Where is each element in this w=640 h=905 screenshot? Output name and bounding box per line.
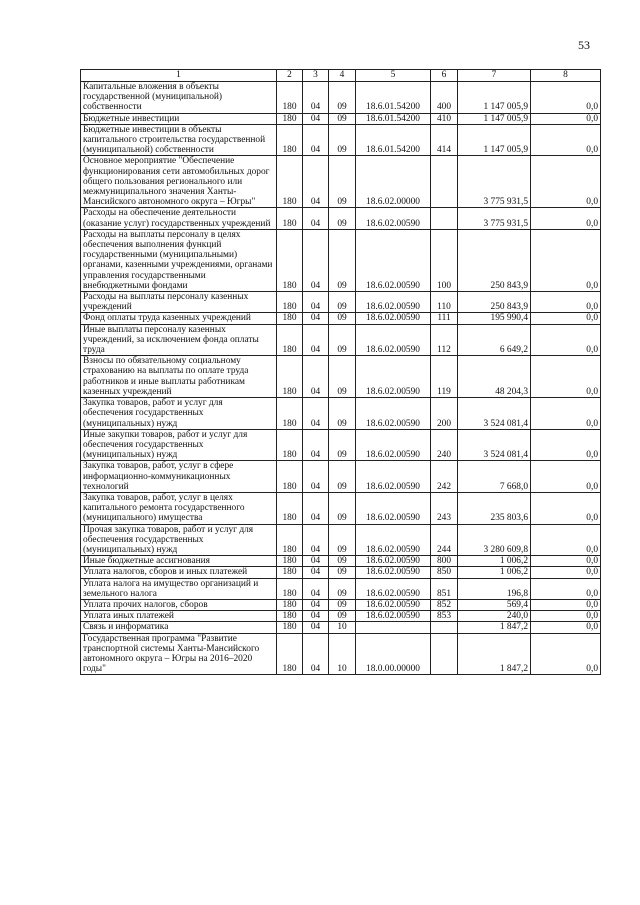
cell-amount: 240,0 [458,611,531,622]
cell-subsection: 09 [329,556,356,567]
cell-name: Фонд оплаты труда казенных учреждений [81,313,277,324]
cell-expense-type: 112 [431,324,458,356]
cell-amount-secondary: 0,0 [531,313,601,324]
cell-section: 04 [303,461,329,493]
cell-subsection: 09 [329,313,356,324]
table-row [81,208,601,229]
cell-ministry: 180 [277,208,303,229]
cell-name: Расходы на обеспечение деятельности (оказание услуг) государственных учреждений [81,208,277,229]
cell-amount: 1 006,2 [458,567,531,578]
cell-amount-secondary: 0,0 [531,492,601,524]
cell-amount: 250 843,9 [458,292,531,313]
cell-target-article: 18.6.02.00590 [356,398,431,430]
cell-section: 04 [303,156,329,208]
cell-expense-type: 244 [431,524,458,556]
cell-amount: 250 843,9 [458,229,531,291]
cell-section: 04 [303,292,329,313]
cell-ministry: 180 [277,429,303,461]
cell-name: Прочая закупка товаров, работ и услуг для обеспечения государственных (муниципальных) нужд [81,524,277,556]
cell-amount: 1 147 005,9 [458,113,531,124]
cell-target-article: 18.6.02.00000 [356,156,431,208]
cell-subsection: 10 [329,622,356,633]
cell-name: Закупка товаров, работ, услуг в сфере информационно-коммуникационных технологий [81,461,277,493]
cell-ministry: 180 [277,492,303,524]
table-row [81,578,601,599]
cell-target-article: 18.6.02.00590 [356,229,431,291]
table-row [81,599,601,610]
page-number: 53 [578,38,590,52]
cell-expense-type: 800 [431,556,458,567]
cell-subsection: 09 [329,599,356,610]
table-row [81,633,601,675]
cell-expense-type [431,156,458,208]
cell-name: Расходы на выплаты персоналу в целях обеспечения выполнения функций государственными (муниципальными) органами, казенными учреждениями, органами управления государственными внебюджетными фондами [81,229,277,291]
cell-ministry: 180 [277,82,303,114]
table-row [81,124,601,156]
cell-amount: 3 775 931,5 [458,156,531,208]
cell-subsection: 09 [329,82,356,114]
cell-amount-secondary: 0,0 [531,461,601,493]
cell-expense-type: 852 [431,599,458,610]
table-row [81,622,601,633]
cell-ministry: 180 [277,622,303,633]
cell-name: Основное мероприятие "Обеспечение функционирования сети автомобильных дорог общего пользования регионального или межмуниципального значения Ханты-Мансийского автономного округа – Югры" [81,156,277,208]
cell-name: Иные бюджетные ассигнования [81,556,277,567]
cell-section: 04 [303,524,329,556]
cell-amount: 3 524 081,4 [458,429,531,461]
cell-expense-type: 200 [431,398,458,430]
cell-target-article: 18.6.02.00590 [356,556,431,567]
cell-section: 04 [303,82,329,114]
cell-target-article: 18.6.01.54200 [356,82,431,114]
table-row [81,461,601,493]
cell-name: Бюджетные инвестиции [81,113,277,124]
cell-expense-type: 119 [431,356,458,398]
cell-expense-type: 100 [431,229,458,291]
table-row [81,229,601,291]
cell-amount-secondary: 0,0 [531,324,601,356]
cell-name: Связь и информатика [81,622,277,633]
cell-amount: 48 204,3 [458,356,531,398]
cell-target-article: 18.6.02.00590 [356,611,431,622]
cell-ministry: 180 [277,524,303,556]
cell-ministry: 180 [277,611,303,622]
cell-subsection: 09 [329,578,356,599]
cell-amount-secondary: 0,0 [531,633,601,675]
cell-expense-type: 850 [431,567,458,578]
cell-expense-type: 243 [431,492,458,524]
cell-target-article: 18.6.01.54200 [356,113,431,124]
cell-amount-secondary: 0,0 [531,356,601,398]
cell-amount-secondary: 0,0 [531,429,601,461]
header-cell: 3 [303,70,329,82]
cell-ministry: 180 [277,229,303,291]
cell-expense-type: 242 [431,461,458,493]
table-row [81,156,601,208]
cell-ministry: 180 [277,633,303,675]
cell-section: 04 [303,398,329,430]
cell-section: 04 [303,622,329,633]
cell-subsection: 09 [329,461,356,493]
cell-amount: 3 524 081,4 [458,398,531,430]
cell-target-article: 18.0.00.00000 [356,633,431,675]
cell-amount-secondary: 0,0 [531,208,601,229]
header-cell: 5 [356,70,431,82]
cell-name: Закупка товаров, работ, услуг в целях капитального ремонта государственного (муниципального) имущества [81,492,277,524]
cell-name: Уплата налога на имущество организаций и земельного налога [81,578,277,599]
cell-target-article: 18.6.02.00590 [356,492,431,524]
header-cell: 2 [277,70,303,82]
cell-target-article: 18.6.02.00590 [356,524,431,556]
cell-expense-type: 111 [431,313,458,324]
table-row [81,611,601,622]
cell-amount: 569,4 [458,599,531,610]
header-cell: 4 [329,70,356,82]
cell-target-article: 18.6.02.00590 [356,313,431,324]
cell-name: Иные закупки товаров, работ и услуг для обеспечения государственных (муниципальных) нужд [81,429,277,461]
cell-amount: 235 803,6 [458,492,531,524]
cell-subsection: 09 [329,567,356,578]
header-cell: 7 [458,70,531,82]
cell-name: Уплата налогов, сборов и иных платежей [81,567,277,578]
cell-amount-secondary: 0,0 [531,524,601,556]
cell-expense-type: 414 [431,124,458,156]
cell-target-article: 18.6.02.00590 [356,461,431,493]
cell-section: 04 [303,229,329,291]
cell-section: 04 [303,633,329,675]
table-header-row [81,70,601,82]
cell-subsection: 09 [329,124,356,156]
cell-ministry: 180 [277,599,303,610]
cell-amount-secondary: 0,0 [531,567,601,578]
cell-section: 04 [303,324,329,356]
cell-expense-type: 853 [431,611,458,622]
cell-ministry: 180 [277,567,303,578]
cell-subsection: 09 [329,156,356,208]
cell-expense-type: 410 [431,113,458,124]
cell-name: Взносы по обязательному социальному страхованию на выплаты по оплате труда работников и иные выплаты работникам казенных учреждений [81,356,277,398]
cell-subsection: 09 [329,356,356,398]
cell-section: 04 [303,113,329,124]
cell-ministry: 180 [277,156,303,208]
cell-subsection: 09 [329,611,356,622]
cell-ministry: 180 [277,461,303,493]
cell-name: Уплата иных платежей [81,611,277,622]
cell-name: Закупка товаров, работ и услуг для обеспечения государственных (муниципальных) нужд [81,398,277,430]
cell-amount-secondary: 0,0 [531,82,601,114]
cell-subsection: 09 [329,229,356,291]
cell-amount-secondary: 0,0 [531,398,601,430]
cell-amount: 6 649,2 [458,324,531,356]
cell-section: 04 [303,356,329,398]
table-row [81,556,601,567]
cell-ministry: 180 [277,556,303,567]
cell-expense-type: 110 [431,292,458,313]
cell-target-article: 18.6.02.00590 [356,429,431,461]
cell-ministry: 180 [277,324,303,356]
cell-section: 04 [303,313,329,324]
table-row [81,324,601,356]
cell-target-article: 18.6.02.00590 [356,356,431,398]
cell-subsection: 09 [329,208,356,229]
cell-name: Иные выплаты персоналу казенных учреждений, за исключением фонда оплаты труда [81,324,277,356]
cell-ministry: 180 [277,313,303,324]
table-row [81,492,601,524]
cell-amount-secondary: 0,0 [531,124,601,156]
cell-amount-secondary: 0,0 [531,599,601,610]
cell-amount-secondary: 0,0 [531,556,601,567]
cell-section: 04 [303,578,329,599]
cell-expense-type [431,622,458,633]
table-row [81,113,601,124]
cell-expense-type: 240 [431,429,458,461]
cell-amount-secondary: 0,0 [531,113,601,124]
cell-section: 04 [303,124,329,156]
cell-expense-type: 400 [431,82,458,114]
budget-table [80,69,601,675]
cell-target-article: 18.6.02.00590 [356,324,431,356]
cell-section: 04 [303,492,329,524]
cell-expense-type: 851 [431,578,458,599]
cell-section: 04 [303,208,329,229]
cell-target-article: 18.6.02.00590 [356,599,431,610]
table-row [81,82,601,114]
cell-target-article: 18.6.02.00590 [356,578,431,599]
cell-ministry: 180 [277,578,303,599]
cell-section: 04 [303,429,329,461]
table-row [81,292,601,313]
cell-name: Государственная программа "Развитие транспортной системы Ханты-Мансийского автономного округа – Югры на 2016–2020 годы" [81,633,277,675]
cell-section: 04 [303,599,329,610]
cell-name: Бюджетные инвестиции в объекты капитального строительства государственной (муниципальной) собственности [81,124,277,156]
cell-amount-secondary: 0,0 [531,229,601,291]
cell-subsection: 09 [329,398,356,430]
table-row [81,429,601,461]
cell-section: 04 [303,556,329,567]
cell-ministry: 180 [277,124,303,156]
cell-amount: 3 280 609,8 [458,524,531,556]
cell-amount-secondary: 0,0 [531,622,601,633]
cell-subsection: 09 [329,524,356,556]
cell-ministry: 180 [277,398,303,430]
cell-target-article: 18.6.02.00590 [356,208,431,229]
cell-name: Капитальные вложения в объекты государственной (муниципальной) собственности [81,82,277,114]
cell-amount: 1 847,2 [458,622,531,633]
cell-subsection: 09 [329,492,356,524]
cell-amount-secondary: 0,0 [531,156,601,208]
cell-subsection: 09 [329,292,356,313]
cell-target-article: 18.6.02.00590 [356,292,431,313]
header-cell: 1 [81,70,277,82]
cell-amount: 1 006,2 [458,556,531,567]
cell-amount: 195 990,4 [458,313,531,324]
cell-ministry: 180 [277,292,303,313]
cell-amount: 196,8 [458,578,531,599]
cell-amount-secondary: 0,0 [531,292,601,313]
header-cell: 8 [531,70,601,82]
cell-amount: 3 775 931,5 [458,208,531,229]
cell-section: 04 [303,611,329,622]
cell-expense-type [431,208,458,229]
cell-subsection: 09 [329,113,356,124]
cell-amount: 1 847,2 [458,633,531,675]
cell-amount-secondary: 0,0 [531,611,601,622]
cell-ministry: 180 [277,113,303,124]
table-row [81,398,601,430]
cell-name: Расходы на выплаты персоналу казенных учреждений [81,292,277,313]
cell-subsection: 09 [329,324,356,356]
table-row [81,313,601,324]
header-cell: 6 [431,70,458,82]
cell-subsection: 10 [329,633,356,675]
cell-ministry: 180 [277,356,303,398]
cell-amount: 1 147 005,9 [458,124,531,156]
cell-subsection: 09 [329,429,356,461]
cell-target-article: 18.6.01.54200 [356,124,431,156]
table-row [81,524,601,556]
cell-amount: 7 668,0 [458,461,531,493]
cell-name: Уплата прочих налогов, сборов [81,599,277,610]
cell-target-article: 18.6.02.00590 [356,567,431,578]
cell-amount-secondary: 0,0 [531,578,601,599]
cell-target-article [356,622,431,633]
cell-amount: 1 147 005,9 [458,82,531,114]
cell-expense-type [431,633,458,675]
table-row [81,356,601,398]
table-row [81,567,601,578]
cell-section: 04 [303,567,329,578]
